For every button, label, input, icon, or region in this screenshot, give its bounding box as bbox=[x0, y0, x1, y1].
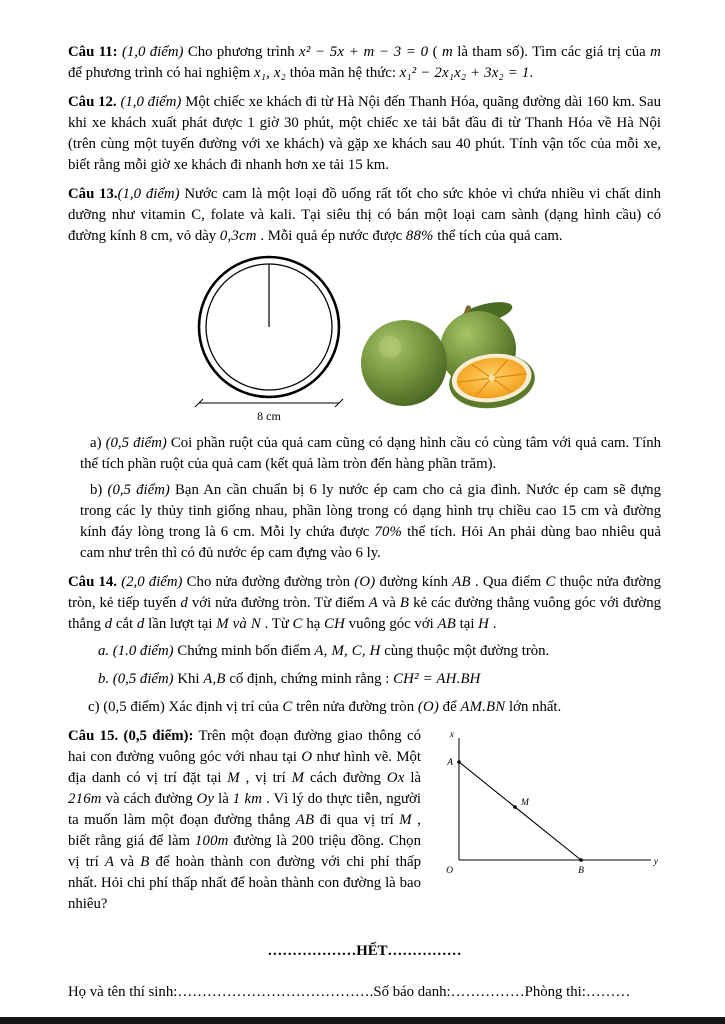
text-segment: 216m bbox=[68, 791, 102, 807]
text-segment: Câu 14. bbox=[68, 574, 122, 590]
text-segment: Khi bbox=[173, 671, 204, 687]
text-segment: (2,0 điểm) bbox=[121, 574, 183, 590]
text-segment: , biết rằng giá để làm bbox=[68, 812, 421, 849]
text-segment: (1,0 điểm) bbox=[117, 186, 180, 202]
text-segment: CH bbox=[324, 616, 345, 632]
text-segment: là bbox=[404, 770, 421, 786]
text-segment: cách đường bbox=[304, 770, 387, 786]
text-segment: Một chiếc xe khách đi từ Hà Nội đến Thanh Hóa, quãng đường dài 160 km. Sau khi xe khách xuất phát được 1 giờ 30 phút, một chiếc xe tải bắt đầu đi từ Thanh Hóa về Hà Nội (trên cùng một tuyến đường với xe khách) và gặp xe khách sau 40 phút. Tính vận tốc của mỗi xe, biết rằng mỗi giờ xe khách đi nhanh hơn xe tải 15 km. bbox=[68, 94, 661, 173]
text-segment: . Qua điểm bbox=[470, 574, 546, 590]
text-segment: Chứng minh bốn điểm bbox=[173, 643, 315, 659]
question-14c bbox=[68, 697, 661, 718]
road-diagram-svg bbox=[429, 728, 661, 880]
text-segment: H bbox=[478, 616, 490, 632]
text-segment: x² − 5x + m − 3 = 0 bbox=[299, 44, 429, 60]
text-segment: 70% bbox=[374, 524, 403, 540]
text-segment: . bbox=[489, 616, 497, 632]
text-segment: Cho nửa đường đường tròn bbox=[182, 574, 355, 590]
text-segment: 1 km bbox=[232, 791, 263, 807]
label-O: O bbox=[446, 866, 453, 876]
text-segment: , vị trí bbox=[239, 770, 292, 786]
text-segment: C bbox=[292, 616, 303, 632]
text-segment: C bbox=[545, 574, 556, 590]
text-segment: đường là 200 triệu đồng. Chọn vị trí bbox=[68, 833, 421, 870]
text-segment: 0,3cm bbox=[219, 228, 257, 244]
dimension-label: 8 cm bbox=[256, 409, 281, 423]
text-segment: 100m bbox=[194, 833, 229, 849]
text-segment: thuộc nửa đường tròn, kẻ tiếp tuyến bbox=[68, 574, 661, 611]
text-segment: Ox bbox=[386, 770, 405, 786]
text-segment: Họ và tên thí sinh:………………………………….Số báo danh:……………Phòng thi:……… bbox=[68, 984, 631, 1000]
text-segment: ( bbox=[428, 44, 442, 60]
text-segment: Câu 12. bbox=[68, 94, 121, 110]
road-diagram bbox=[429, 728, 661, 880]
text-segment: M bbox=[291, 770, 305, 786]
text-segment: Coi phần ruột của quả cam cũng có dạng hình cầu có cùng tâm với quả cam. Tính thể tích phần ruột của quả cam (kết quả làm tròn đến hàng phần trăm). bbox=[80, 435, 661, 472]
road-line-AB bbox=[459, 762, 581, 860]
text-segment: a) bbox=[90, 435, 106, 451]
text-segment: là tham số). Tìm các giá trị của bbox=[452, 44, 651, 60]
question-14a bbox=[68, 641, 661, 662]
text-segment: cùng thuộc một đường tròn. bbox=[380, 643, 550, 659]
text-segment: A bbox=[368, 595, 379, 611]
text-segment: m bbox=[650, 44, 661, 60]
text-segment: M bbox=[399, 812, 412, 828]
question-13a bbox=[68, 433, 661, 475]
text-segment: Câu 13. bbox=[68, 186, 118, 202]
text-segment: c) (0,5 điểm) Xác định vị trí của bbox=[88, 699, 283, 715]
question-14 bbox=[68, 572, 661, 635]
text-segment: (1,0 điểm) bbox=[121, 44, 184, 60]
text-segment: thỏa mãn hệ thức: bbox=[286, 65, 400, 81]
text-segment: kẻ các đường thẳng vuông góc với đường thẳng bbox=[68, 595, 661, 632]
text-segment: d bbox=[180, 595, 188, 611]
question-15-text bbox=[68, 728, 421, 912]
text-segment: Câu 11: bbox=[68, 44, 122, 60]
text-segment: và bbox=[114, 854, 141, 870]
label-B: B bbox=[578, 866, 584, 876]
figure-orange-row bbox=[68, 251, 661, 423]
text-segment: 88% bbox=[405, 228, 434, 244]
text-segment: thể tích. Hỏi An phải dùng bao nhiêu quả cam như trên thì có đủ nước ép cam đựng vào 6 ly. bbox=[80, 524, 661, 561]
text-segment: tại bbox=[455, 616, 479, 632]
text-segment: x₁² − 2x₁x₂ + 3x₂ = 1 bbox=[399, 65, 530, 81]
text-segment: b) bbox=[90, 482, 108, 498]
question-15 bbox=[68, 726, 661, 915]
text-segment: lần lượt tại bbox=[144, 616, 217, 632]
text-segment: Trên một đoạn đường giao thông có hai con đường vuông góc với nhau tại bbox=[68, 728, 421, 765]
text-segment: A,B bbox=[203, 671, 226, 687]
oranges-image bbox=[358, 299, 540, 411]
whole-orange-front bbox=[361, 320, 447, 406]
text-segment: đi qua vị trí bbox=[314, 812, 400, 828]
text-segment: để bbox=[438, 699, 461, 715]
text-segment: . Từ bbox=[260, 616, 293, 632]
orange-highlight bbox=[379, 336, 401, 358]
text-segment: AB bbox=[437, 616, 456, 632]
text-segment: cắt bbox=[112, 616, 137, 632]
text-segment: với nửa đường tròn. Từ điểm bbox=[187, 595, 369, 611]
text-segment: đường kính bbox=[375, 574, 453, 590]
label-M: M bbox=[521, 798, 529, 808]
text-segment: . Vì lý do thực tiễn, người ta muốn làm một đoạn đường thẳng bbox=[68, 791, 421, 828]
text-segment: b. (0,5 điểm) bbox=[98, 671, 174, 687]
text-segment: AB bbox=[452, 574, 471, 590]
label-y: y bbox=[653, 857, 658, 867]
text-segment: (O) bbox=[354, 574, 376, 590]
text-segment: B bbox=[140, 854, 150, 870]
text-segment: (1,0 điểm) bbox=[120, 94, 182, 110]
text-segment: B bbox=[399, 595, 410, 611]
end-marker bbox=[68, 941, 661, 962]
text-segment: hạ bbox=[302, 616, 324, 632]
text-segment: A, M, C, H bbox=[314, 643, 381, 659]
text-segment: AM.BN bbox=[460, 699, 506, 715]
text-segment: O bbox=[301, 749, 313, 765]
label-x: x bbox=[449, 730, 454, 740]
text-segment: AB bbox=[295, 812, 315, 828]
text-segment: và bbox=[378, 595, 400, 611]
text-segment: thể tích của quả cam. bbox=[433, 228, 563, 244]
text-segment: a. (1.0 điểm) bbox=[98, 643, 174, 659]
text-segment: C bbox=[282, 699, 293, 715]
text-segment: (0,5 điểm) bbox=[107, 482, 170, 498]
question-11 bbox=[68, 42, 661, 84]
text-segment: cố định, chứng minh rằng : bbox=[225, 671, 394, 687]
text-segment: Bạn An cần chuẩn bị 6 ly nước ép cam cho cả gia đình. Nước ép cam sẽ đựng trong các ly thủy tinh giống nhau, phần lòng trong có dạng hình trụ chiều cao 15 cm và đường kính đáy lòng trong là 6 cm. Mỗi ly chứa được bbox=[80, 482, 661, 540]
text-segment: Câu 15. (0,5 điểm): bbox=[68, 728, 194, 744]
text-segment: d bbox=[136, 616, 145, 632]
text-segment: ………………HẾT…………… bbox=[267, 943, 462, 959]
text-segment: m bbox=[441, 44, 453, 60]
text-segment: Oy bbox=[196, 791, 215, 807]
question-13b bbox=[68, 480, 661, 564]
text-segment: là bbox=[214, 791, 233, 807]
text-segment: Nước cam là một loại đồ uống rất tốt cho sức khỏe vì chứa nhiều vi chất dinh dưỡng như vitamin C, folate và kali. Tại siêu thị có bán một loại cam sành (dạng hình cầu) có đường kính 8 cm, vỏ dày bbox=[68, 186, 661, 244]
text-segment: A bbox=[104, 854, 115, 870]
text-segment: . bbox=[529, 65, 534, 81]
text-segment: trên nửa đường tròn bbox=[292, 699, 418, 715]
text-segment: M bbox=[227, 770, 240, 786]
point-B bbox=[579, 858, 583, 862]
student-info-line bbox=[68, 982, 661, 1003]
point-A bbox=[457, 760, 461, 764]
text-segment: để phương trình có hai nghiệm bbox=[68, 65, 254, 81]
question-14b bbox=[68, 669, 661, 690]
text-segment: để hoàn thành con đường với chi phí thấp nhất. Hỏi chi phí thấp nhất để hoàn thành con đường là bao nhiêu? bbox=[68, 854, 421, 912]
text-segment: M và N bbox=[216, 616, 261, 632]
question-13 bbox=[68, 184, 661, 247]
text-segment: vuông góc với bbox=[344, 616, 438, 632]
text-segment: như hình vẽ. Một địa danh có vị trí đặt tại bbox=[68, 749, 421, 786]
page-bottom-edge bbox=[0, 1017, 725, 1024]
text-segment: (0,5 điểm) bbox=[105, 435, 167, 451]
text-segment: x₁, x₂ bbox=[253, 65, 287, 81]
text-segment: . Mỗi quả ép nước được bbox=[256, 228, 406, 244]
text-segment: Cho phương trình bbox=[183, 44, 300, 60]
question-12 bbox=[68, 92, 661, 176]
text-segment: lớn nhất. bbox=[505, 699, 562, 715]
point-M bbox=[513, 805, 517, 809]
text-segment: và cách đường bbox=[101, 791, 197, 807]
text-segment: d bbox=[104, 616, 113, 632]
text-segment: (O) bbox=[417, 699, 439, 715]
text-segment: CH² = AH.BH bbox=[393, 671, 481, 687]
label-A: A bbox=[447, 758, 453, 768]
circle-diagram bbox=[190, 251, 348, 423]
